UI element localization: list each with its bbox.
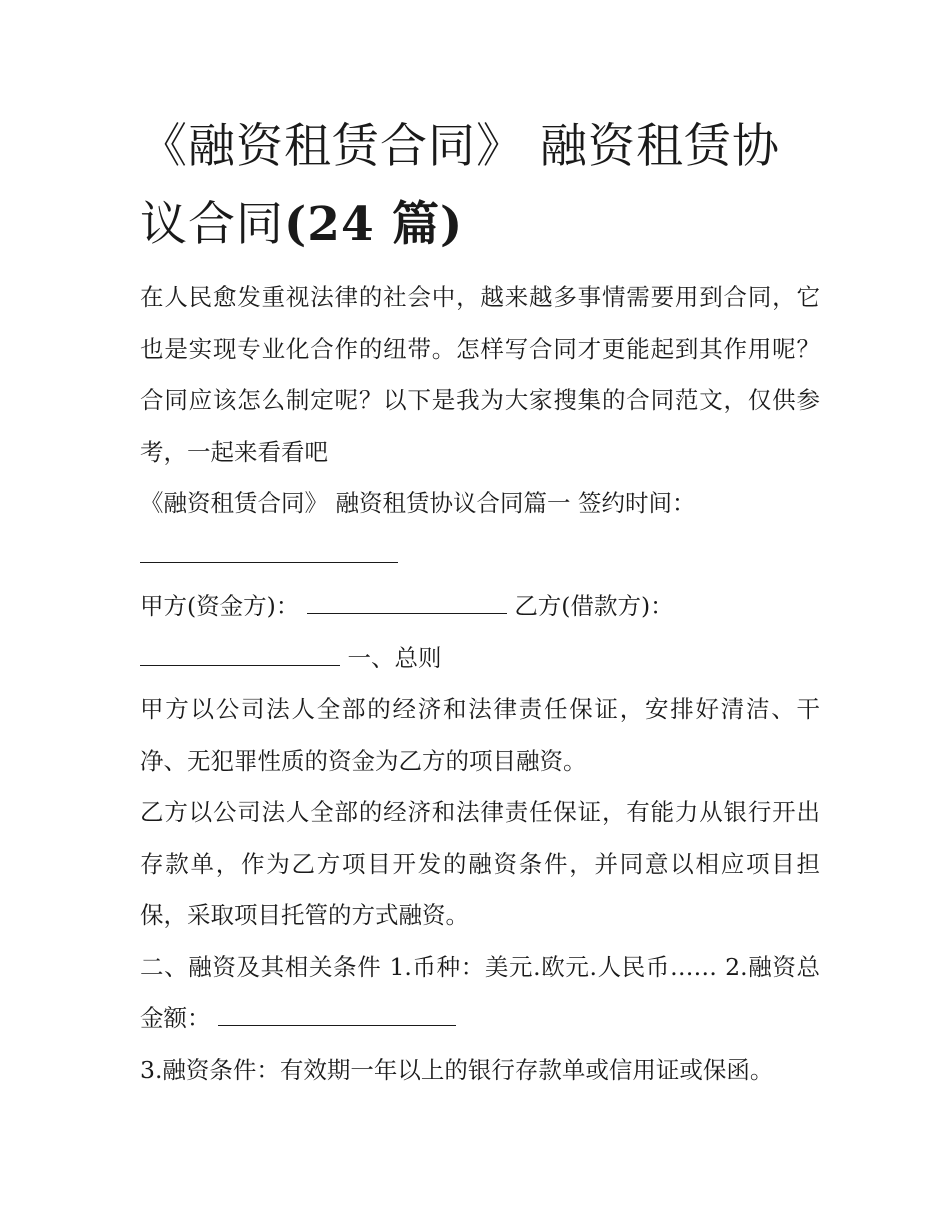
party-b-blank	[140, 639, 340, 666]
chapter-heading-text: 《融资租赁合同》 融资租赁协议合同篇一 签约时间：	[140, 489, 696, 517]
party-a-blank	[307, 587, 507, 614]
party-b-duty-paragraph: 乙方以公司法人全部的经济和法律责任保证，有能力从银行开出存款单，作为乙方项目开发的融资条件，并同意以相应项目担保，采取项目托管的方式融资。	[140, 798, 820, 929]
section-one-heading: 一、总则	[347, 643, 442, 672]
party-a-duty-paragraph: 甲方以公司法人全部的经济和法律责任保证，安排好清洁、干净、无犯罪性质的资金为乙方的项目融资。	[140, 695, 820, 775]
section-two-text: 二、融资及其相关条件 1.币种：美元.欧元.人民币…… 2.融资总金额：	[140, 952, 820, 1032]
title-count: (24 篇)	[284, 197, 464, 252]
amount-blank	[218, 999, 456, 1026]
title-line-1: 《融资租赁合同》 融资租赁协	[140, 119, 780, 174]
signing-time-blank	[140, 536, 398, 563]
document-body	[140, 272, 820, 1096]
chapter-heading	[140, 478, 820, 581]
party-b-label: 乙方(借款方)：	[514, 592, 674, 620]
section-two-paragraph	[140, 942, 820, 1045]
document-title	[140, 108, 820, 264]
document-page	[140, 108, 820, 1096]
intro-paragraph: 在人民愈发重视法律的社会中，越来越多事情需要用到合同，它也是实现专业化合作的纽带。怎样写合同才更能起到其作用呢？合同应该怎么制定呢？以下是我为大家搜集的合同范文，仅供参考，一起来看看吧	[140, 283, 820, 466]
title-line-2: 议合同	[140, 197, 284, 252]
party-a-label: 甲方(资金方)：	[140, 592, 300, 620]
condition-three-paragraph: 3.融资条件：有效期一年以上的银行存款单或信用证或保函。	[140, 1055, 774, 1084]
parties-paragraph	[140, 581, 820, 684]
